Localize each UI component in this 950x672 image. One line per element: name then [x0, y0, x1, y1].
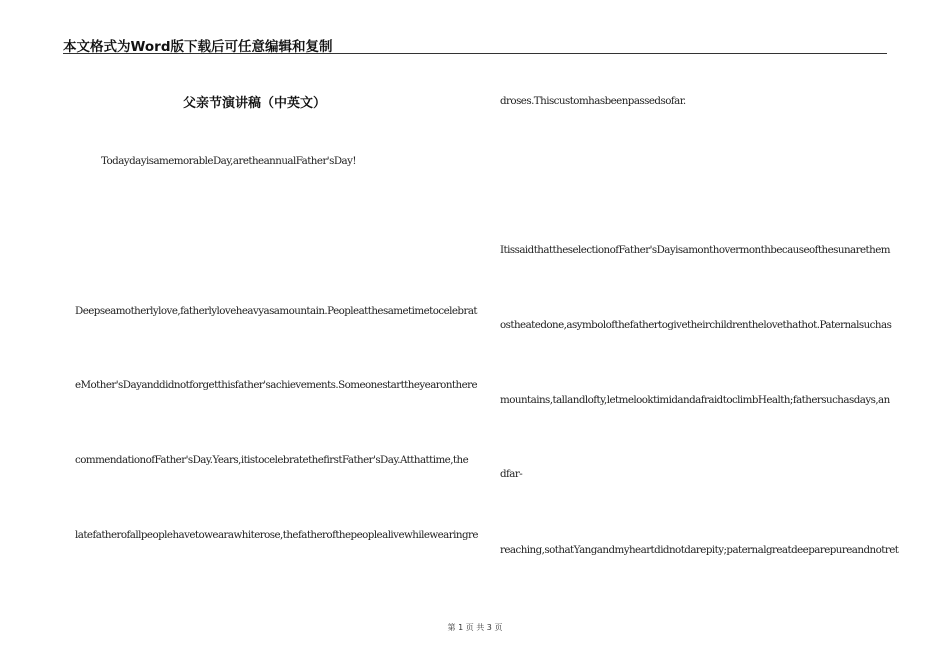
left-paragraph-line: eMother'sDayanddidnotforgetthisfather'sachievements.Someonestarttheyearonthere: [75, 379, 478, 391]
right-paragraph-line: reaching,sothatYangandmyheartdidnotdarepity;paternalgreatdeeparepureandnotret: [500, 544, 899, 556]
right-paragraph-line: ostheatedone,asymbolofthefathertogivetheirchildrenthelovethathot.Paternalsuchas: [500, 319, 892, 331]
left-paragraph-line: latefatherofallpeoplehavetowearawhiterose,thefatherofthepeoplealivewhilewearingre: [75, 529, 478, 541]
left-paragraph-line: Deepseamotherlylove,fatherlyloveheavyasamountain.Peopleatthesametimetocelebrat: [75, 305, 478, 317]
right-paragraph-line: dfar-: [500, 468, 523, 480]
left-paragraph-line: TodaydayisamemorableDay,aretheannualFather'sDay!: [101, 155, 356, 167]
right-paragraph-line: ItissaidthattheselectionofFather'sDayisamonthovermonthbecauseofthesunarethem: [500, 244, 890, 256]
header-divider: [63, 53, 887, 54]
right-paragraph-line: mountains,tallandlofty,letmelooktimidandafraidtoclimbHealth;fathersuchasdays,an: [500, 394, 890, 406]
page-number-footer: 第 1 页 共 3 页: [447, 623, 503, 632]
right-paragraph-line: droses.Thiscustomhasbeenpassedsofar.: [500, 95, 686, 107]
document-title: 父亲节演讲稿（中英文）: [183, 96, 327, 111]
left-paragraph-line: commendationofFather'sDay.Years,itistocelebratethefirstFather'sDay.Atthattime,the: [75, 454, 469, 466]
page-header-title: 本文格式为Word版下载后可任意编辑和复制: [63, 39, 333, 55]
